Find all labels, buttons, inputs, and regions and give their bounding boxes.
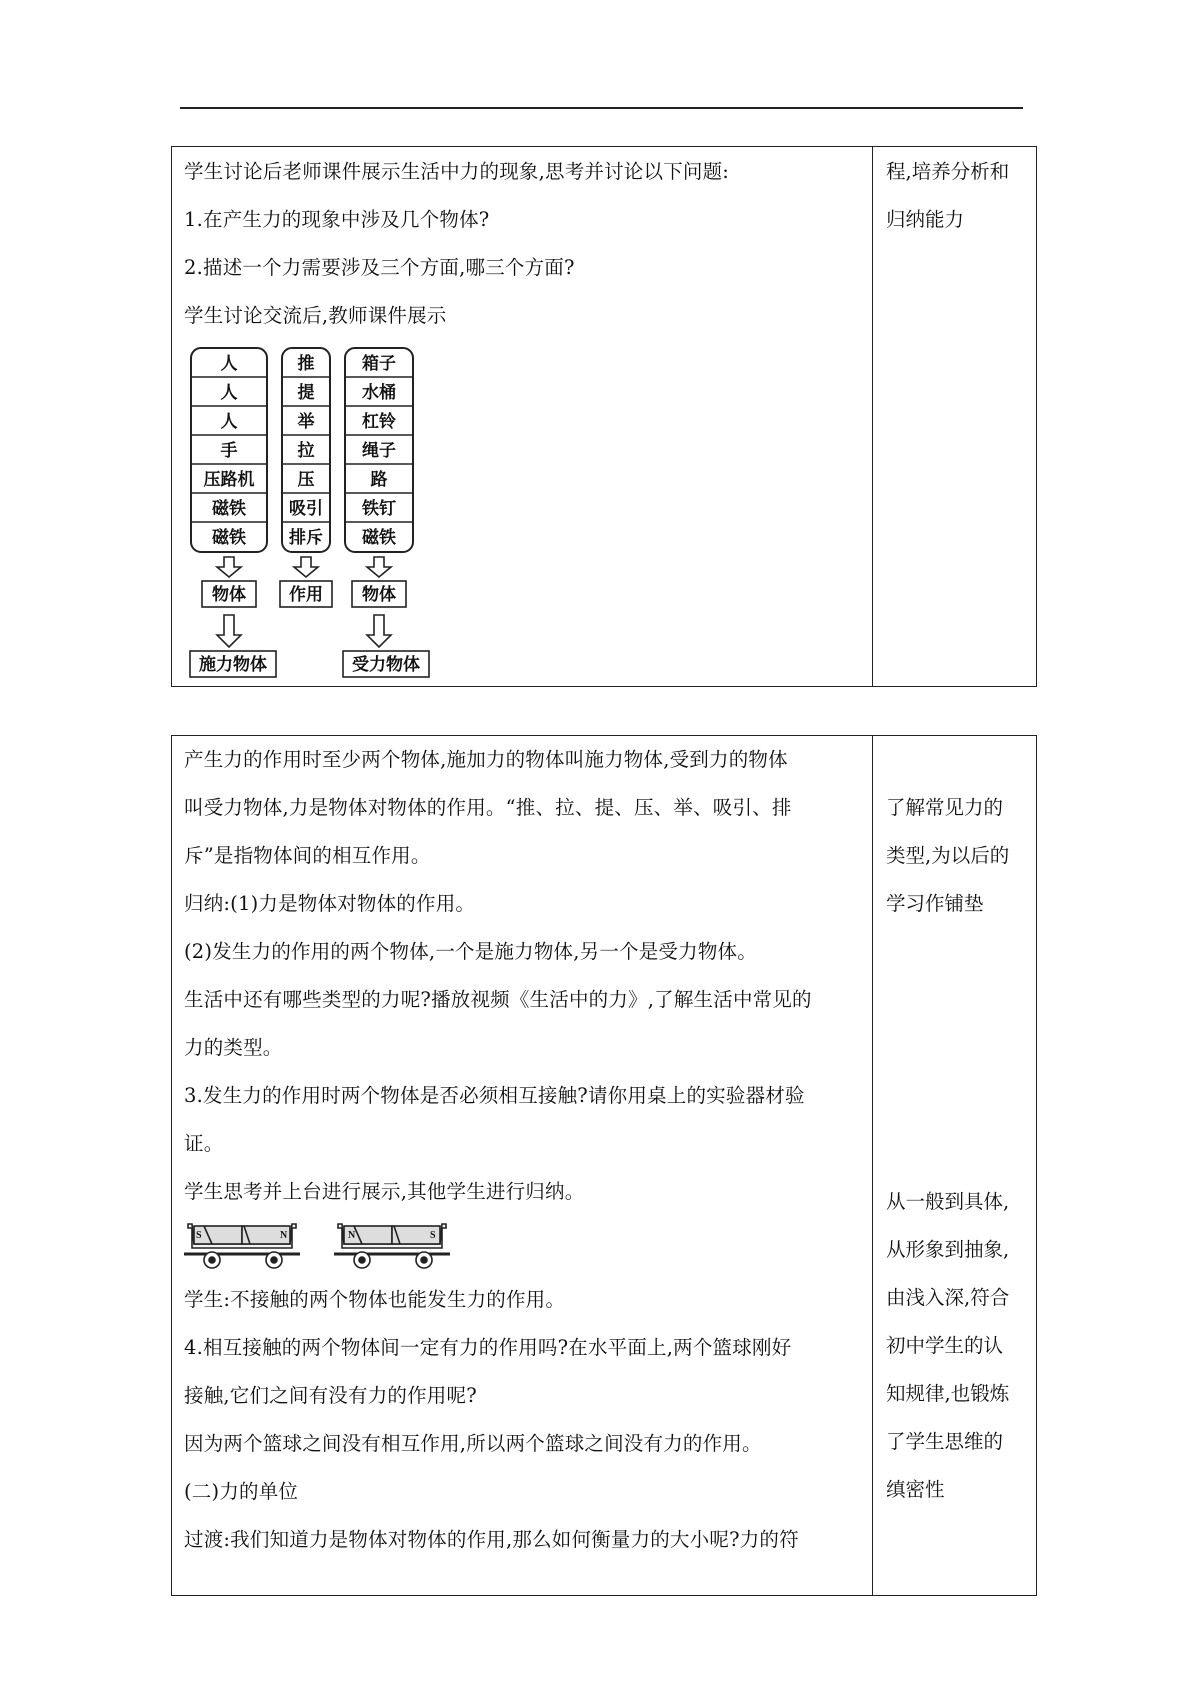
text-line: 产生力的作用时至少两个物体,施加力的物体叫施力物体,受到力的物体 <box>184 748 788 771</box>
note-line: 了学生思维的 <box>886 1430 1004 1453</box>
object-cell: 铁钉 <box>362 499 396 518</box>
object-cell: 绳子 <box>362 441 396 460</box>
note-line: 初中学生的认 <box>886 1334 1004 1357</box>
text-line: 因为两个篮球之间没有相互作用,所以两个篮球之间没有力的作用。 <box>184 1432 762 1455</box>
text-line: 2.描述一个力需要涉及三个方面,哪三个方面? <box>184 256 575 279</box>
note-line: 归纳能力 <box>886 208 965 231</box>
text-line: 归纳:(1)力是物体对物体的作用。 <box>184 892 476 915</box>
action-cell: 压 <box>297 470 315 489</box>
subject-cell: 人 <box>220 354 238 373</box>
text-line: (2)发生力的作用的两个物体,一个是施力物体,另一个是受力物体。 <box>184 940 757 963</box>
text-line: 3.发生力的作用时两个物体是否必须相互接触?请你用桌上的实验器材验 <box>184 1084 805 1107</box>
note-line: 学习作铺垫 <box>886 892 984 915</box>
object-cell: 水桶 <box>362 383 396 402</box>
object-box-label: 物体 <box>212 585 246 604</box>
text-line: 力的类型。 <box>184 1036 283 1059</box>
note-line: 了解常见力的 <box>886 796 1004 819</box>
force-diagram <box>188 345 458 679</box>
action-cell: 吸引 <box>289 499 323 518</box>
notes-cell-2 <box>886 784 1036 928</box>
magnet-car-2 <box>334 1224 450 1268</box>
receiving-body-label: 受力物体 <box>352 655 420 674</box>
exerting-body-label: 施力物体 <box>199 655 267 674</box>
magnet-pole-label: S <box>430 1230 436 1241</box>
magnet-cars-illustration <box>184 1214 456 1272</box>
text-line: 斥”是指物体间的相互作用。 <box>184 844 431 867</box>
down-arrow-icon <box>294 557 318 577</box>
column-divider <box>872 147 873 686</box>
text-line: 学生:不接触的两个物体也能发生力的作用。 <box>184 1288 566 1311</box>
notes-cell-3 <box>886 1178 1036 1514</box>
subject-cell: 磁铁 <box>212 528 246 547</box>
column-divider <box>872 736 873 1595</box>
note-line: 从形象到抽象, <box>886 1238 1010 1261</box>
text-line: 过渡:我们知道力是物体对物体的作用,那么如何衡量力的大小呢?力的符 <box>184 1528 799 1551</box>
object-cell: 磁铁 <box>362 528 396 547</box>
subject-cell: 磁铁 <box>212 499 246 518</box>
subject-cell: 手 <box>220 441 238 460</box>
subject-cell: 压路机 <box>203 470 255 489</box>
text-line: 证。 <box>184 1132 224 1155</box>
text-line: (二)力的单位 <box>184 1480 299 1503</box>
header-rule <box>180 107 1023 109</box>
content-cell-2-continued <box>184 1276 864 1564</box>
down-arrow-icon <box>367 557 391 577</box>
object-cell: 杠铃 <box>362 412 396 431</box>
text-line: 4.相互接触的两个物体间一定有力的作用吗?在水平面上,两个篮球刚好 <box>184 1336 792 1359</box>
magnet-car-1 <box>184 1224 300 1268</box>
action-cell: 拉 <box>297 441 315 460</box>
note-line: 程,培养分析和 <box>886 160 1010 183</box>
object-cell: 路 <box>370 470 388 489</box>
down-arrow-icon <box>367 615 391 647</box>
text-line: 叫受力物体,力是物体对物体的作用。“推、拉、提、压、举、吸引、排 <box>184 796 792 819</box>
text-line: 接触,它们之间有没有力的作用呢? <box>184 1384 477 1407</box>
action-cell: 提 <box>297 383 315 402</box>
note-line: 类型,为以后的 <box>886 844 1010 867</box>
object-box-label: 物体 <box>362 585 396 604</box>
magnet-pole-label: N <box>280 1230 288 1241</box>
content-cell-2 <box>184 736 864 1216</box>
magnet-pole-label: S <box>196 1230 202 1241</box>
action-cell: 推 <box>297 354 315 373</box>
note-line: 知规律,也锻炼 <box>886 1382 1010 1405</box>
notes-cell-1 <box>886 148 1036 244</box>
subject-cell: 人 <box>220 412 238 431</box>
action-box-label: 作用 <box>289 585 323 604</box>
text-line: 学生讨论交流后,教师课件展示 <box>184 304 447 327</box>
action-cell: 排斥 <box>289 528 323 547</box>
action-cell: 举 <box>297 412 315 431</box>
lesson-table-2 <box>171 735 1037 1596</box>
text-line: 学生思考并上台进行展示,其他学生进行归纳。 <box>184 1180 585 1203</box>
down-arrow-icon <box>217 557 241 577</box>
note-line: 缜密性 <box>886 1478 945 1501</box>
text-line: 1.在产生力的现象中涉及几个物体? <box>184 208 490 231</box>
note-line: 由浅入深,符合 <box>886 1286 1010 1309</box>
magnet-pole-label: N <box>348 1230 356 1241</box>
text-line: 生活中还有哪些类型的力呢?播放视频《生活中的力》,了解生活中常见的 <box>184 988 812 1011</box>
lesson-table-1 <box>171 146 1037 687</box>
object-cell: 箱子 <box>362 354 396 373</box>
down-arrow-icon <box>217 615 241 647</box>
text-line: 学生讨论后老师课件展示生活中力的现象,思考并讨论以下问题: <box>184 160 730 183</box>
note-line: 从一般到具体, <box>886 1190 1010 1213</box>
subject-cell: 人 <box>220 383 238 402</box>
content-cell-1 <box>184 147 864 340</box>
